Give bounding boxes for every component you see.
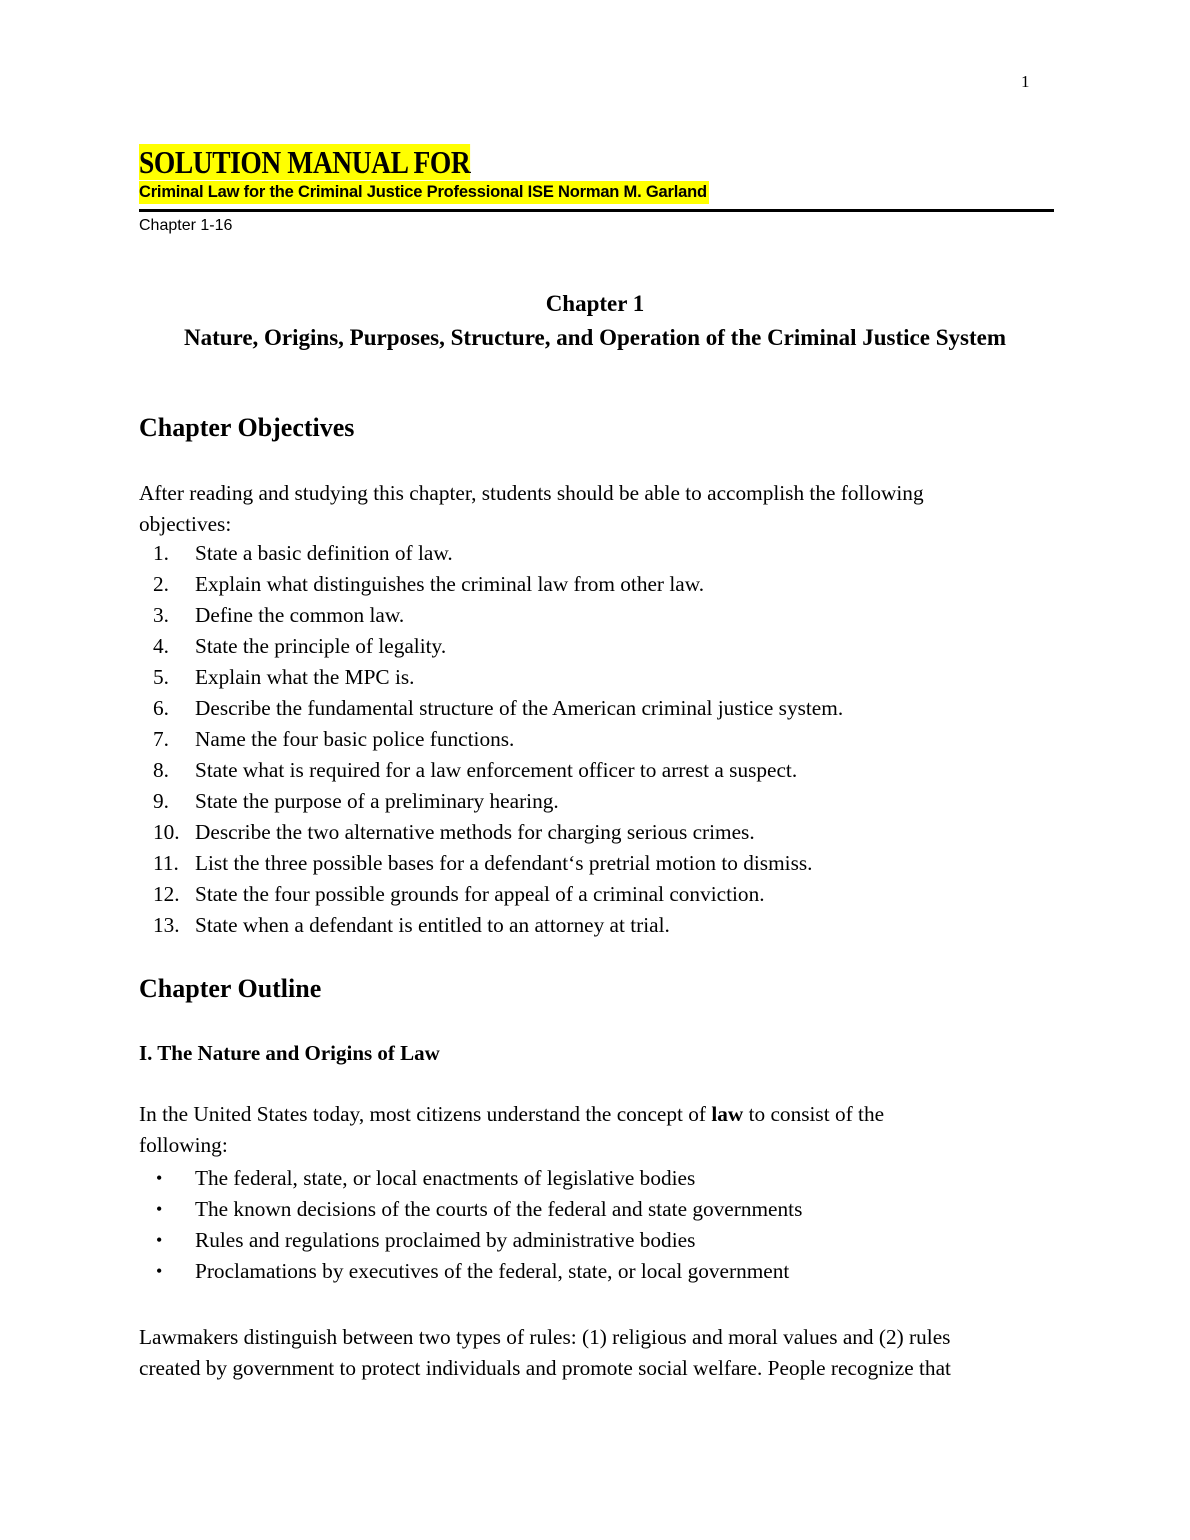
objective-text: Define the common law. [195, 603, 405, 627]
chapter-title: Nature, Origins, Purposes, Structure, and Operation of the Criminal Justice System [183, 325, 1006, 350]
objective-item [139, 786, 843, 817]
objective-number: 13. [153, 913, 180, 937]
objectives-heading: Chapter Objectives [139, 413, 355, 442]
law-source-item [139, 1194, 802, 1225]
section-heading: I. The Nature and Origins of Law [139, 1041, 440, 1065]
objective-text: State the principle of legality. [195, 634, 447, 658]
law-sources-list [139, 1163, 802, 1287]
objective-text: State what is required for a law enforcement officer to arrest a suspect. [195, 758, 798, 782]
bullet-icon: • [156, 1261, 163, 1281]
objective-text: Describe the two alternative methods for charging serious crimes. [195, 820, 755, 844]
objectives-intro-line: After reading and studying this chapter, students should be able to accomplish the following [139, 481, 924, 505]
chapter-number: Chapter 1 [545, 291, 645, 316]
objective-number: 5. [153, 665, 169, 689]
objective-number: 4. [153, 634, 169, 658]
objective-number: 7. [153, 727, 169, 751]
objective-number: 10. [153, 820, 180, 844]
document-title: SOLUTION MANUAL FOR [139, 144, 471, 180]
page-number: 1 [1021, 72, 1030, 91]
objective-number: 8. [153, 758, 169, 782]
objective-item [139, 817, 843, 848]
objective-text: Explain what the MPC is. [195, 665, 415, 689]
objective-item [139, 693, 843, 724]
objective-text: State when a defendant is entitled to an attorney at trial. [195, 913, 670, 937]
objective-text: Describe the fundamental structure of the American criminal justice system. [195, 696, 844, 720]
law-source-item [139, 1225, 802, 1256]
outline-intro-line: following: [139, 1133, 228, 1157]
law-source-text: The known decisions of the courts of the federal and state governments [195, 1197, 803, 1221]
law-source-item [139, 1256, 802, 1287]
outline-intro-text: In the United States today, most citizens understand the concept of [139, 1102, 712, 1126]
objective-number: 3. [153, 603, 169, 627]
bullet-icon: • [156, 1199, 163, 1219]
objective-number: 2. [153, 572, 169, 596]
objectives-list [139, 538, 843, 941]
outline-intro-text: to consist of the [743, 1102, 885, 1126]
objectives-intro-line: objectives: [139, 512, 232, 536]
objective-text: State a basic definition of law. [195, 541, 453, 565]
objective-text: Name the four basic police functions. [195, 727, 515, 751]
objective-number: 11. [153, 851, 179, 875]
objective-item [139, 600, 843, 631]
objective-item [139, 569, 843, 600]
bullet-icon: • [156, 1168, 163, 1188]
objective-item [139, 910, 843, 941]
objective-item [139, 631, 843, 662]
outline-intro [139, 1099, 1039, 1161]
objective-number: 1. [153, 541, 169, 565]
objective-item [139, 879, 843, 910]
closing-paragraph [139, 1322, 1039, 1384]
outline-heading: Chapter Outline [139, 974, 322, 1003]
closing-line: created by government to protect individuals and promote social welfare. People recognize that [139, 1356, 951, 1380]
objective-text: State the purpose of a preliminary hearing. [195, 789, 559, 813]
law-term: law [711, 1102, 744, 1126]
objective-text: Explain what distinguishes the criminal law from other law. [195, 572, 705, 596]
objective-text: List the three possible bases for a defendant‘s pretrial motion to dismiss. [195, 851, 813, 875]
objective-item [139, 662, 843, 693]
chapters-range: Chapter 1-16 [139, 217, 233, 234]
closing-line: Lawmakers distinguish between two types of rules: (1) religious and moral values and (2) rules [139, 1325, 951, 1349]
law-source-text: The federal, state, or local enactments of legislative bodies [195, 1166, 696, 1190]
objective-text: State the four possible grounds for appeal of a criminal conviction. [195, 882, 765, 906]
document-subtitle: Criminal Law for the Criminal Justice Professional ISE Norman M. Garland [139, 181, 709, 204]
law-source-item [139, 1163, 802, 1194]
objective-item [139, 724, 843, 755]
objective-number: 12. [153, 882, 180, 906]
law-source-text: Proclamations by executives of the federal, state, or local government [195, 1259, 790, 1283]
objective-item [139, 848, 843, 879]
objective-number: 6. [153, 696, 169, 720]
header-rule [139, 209, 1054, 212]
objective-item [139, 755, 843, 786]
law-source-text: Rules and regulations proclaimed by administrative bodies [195, 1228, 696, 1252]
bullet-icon: • [156, 1230, 163, 1250]
document-header [139, 144, 1054, 204]
objective-number: 9. [153, 789, 169, 813]
objectives-intro [139, 478, 1039, 540]
objective-item [139, 538, 843, 569]
